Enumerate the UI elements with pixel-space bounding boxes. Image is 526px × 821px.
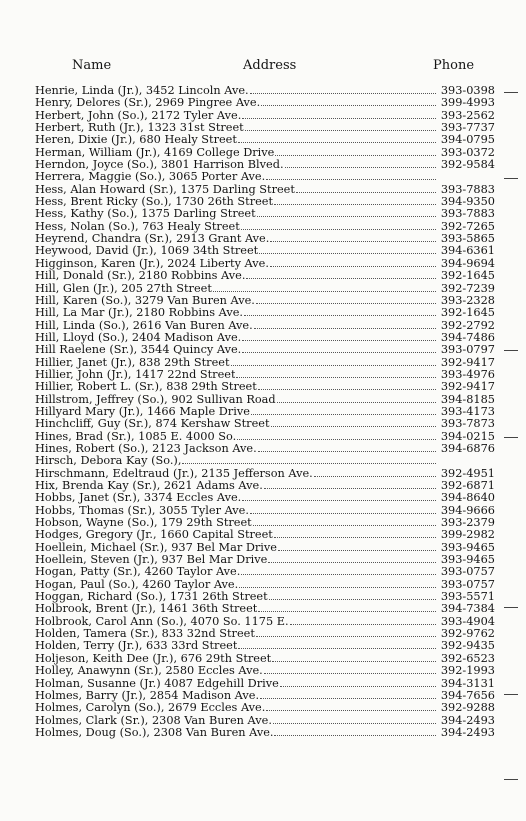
phone-number: 393-7873: [440, 417, 495, 431]
dot-leader: [277, 402, 436, 403]
directory-row: [35, 122, 495, 134]
entry-text: Hines, Robert (So.), 2123 Jackson Ave.: [35, 442, 257, 455]
entry-text: Hobbs, Janet (Sr.), 3374 Eccles Ave.: [35, 492, 242, 505]
phone-number: 392-2792: [440, 318, 495, 332]
entry-text: Higginson, Karen (Jr.), 2024 Liberty Ave.: [35, 257, 269, 270]
phone-number: 392-9762: [440, 627, 495, 641]
phone-number: 394-7384: [440, 602, 495, 616]
phone-number: 392-1645: [440, 269, 495, 283]
entry-text: Hogan, Paul (So.), 4260 Taylor Ave.: [35, 578, 239, 591]
entry-text: Herbert, John (So.), 2172 Tyler Ave.: [35, 109, 242, 122]
directory-row: [35, 715, 495, 727]
entry-text: Hobson, Wayne (So.), 179 29th Street: [35, 517, 252, 530]
phone-number: 394-8185: [440, 392, 495, 406]
entry-text: Holjeson, Keith Dee (Jr.), 676 29th Street: [35, 652, 272, 665]
directory-row: [35, 332, 495, 344]
dot-leader: [274, 735, 436, 736]
phone-number: 393-2379: [440, 516, 495, 530]
entry-text: Holmes, Doug (So.), 2308 Van Buren Ave.: [35, 726, 274, 739]
phone-number: 394-0215: [440, 429, 495, 443]
directory-row: [35, 394, 495, 406]
entry-text: Hodges, Gregory (Jr., 1660 Capital Street: [35, 529, 273, 542]
entry-text: Hix, Brenda Kay (Sr.), 2621 Adams Ave.: [35, 480, 263, 492]
dot-leader: [264, 673, 436, 674]
directory-row: [35, 233, 495, 245]
phone-number: 394-3131: [440, 676, 495, 690]
phone-number: 393-7737: [440, 121, 495, 135]
entry-text: Hill, Linda (So.), 2616 Van Buren Ave.: [35, 319, 253, 332]
directory-row: [35, 134, 495, 146]
directory-row: [35, 579, 495, 591]
dot-leader: [246, 278, 436, 279]
entry-text: Hogan, Patty (Sr.), 4260 Taylor Ave.: [35, 566, 241, 579]
directory-row: [35, 418, 495, 430]
entry-text: Hoellein, Steven (Jr.), 937 Bel Mar Drive: [35, 554, 268, 567]
dot-leader: [268, 562, 436, 563]
entry-text: Holbrook, Carol Ann (So.), 4070 So. 1175 E.: [35, 615, 289, 628]
phone-number: 399-4993: [440, 96, 495, 110]
phone-number: 393-7883: [440, 207, 495, 221]
entry-text: Heywood, David (Jr.), 1069 34th Street: [35, 245, 259, 258]
dot-leader: [242, 340, 436, 341]
directory-row: [35, 628, 495, 640]
phone-number: 392-9288: [440, 701, 495, 715]
entry-text: Hill, La Mar (Jr.), 2180 Robbins Ave.: [35, 307, 244, 320]
phone-number: 394-2493: [440, 725, 495, 739]
phone-number: 394-2493: [440, 713, 495, 727]
directory-row: [35, 591, 495, 603]
entry-text: Holmes, Barry (Jr.), 2854 Madison Ave.: [35, 689, 260, 702]
dot-leader: [296, 192, 436, 193]
phone-number: 393-2562: [440, 108, 495, 122]
entry-text: Herrera, Maggie (So.), 3065 Porter Ave.: [35, 171, 266, 184]
entry-text: Hess, Alan Howard (Sr.), 1375 Darling Street: [35, 183, 295, 196]
directory-row: [35, 653, 495, 665]
directory-row: [35, 542, 495, 554]
dot-leader: [274, 537, 436, 538]
dot-leader: [242, 118, 436, 119]
phone-number: 393-4173: [440, 404, 495, 418]
dot-leader: [270, 241, 436, 242]
dot-leader: [261, 105, 436, 106]
directory-row: [35, 344, 495, 356]
phone-number: 394-8640: [440, 491, 495, 505]
entry-text: Holmes, Carolyn (So.), 2679 Eccles Ave.: [35, 702, 266, 715]
directory-row: [35, 307, 495, 319]
entry-text: Holbrook, Brent (Jr.), 1461 36th Street: [35, 603, 258, 616]
margin-mark: [504, 350, 518, 351]
margin-mark: [504, 92, 518, 93]
directory-row: [35, 221, 495, 233]
directory-row: [35, 505, 495, 517]
entry-text: Hobbs, Thomas (Sr.), 3055 Tyler Ave.: [35, 504, 249, 517]
directory-row: [35, 640, 495, 652]
dot-leader: [258, 451, 436, 452]
entry-text: Holden, Tamera (Sr.), 833 32nd Street: [35, 628, 255, 641]
entry-text: Hillier, John (Jr.), 1417 22nd Street: [35, 368, 236, 381]
directory-row: [35, 443, 495, 455]
directory-row: [35, 110, 495, 122]
dot-leader: [280, 686, 436, 687]
phone-number: 399-2982: [440, 528, 495, 542]
directory-row: [35, 517, 495, 529]
dot-leader: [274, 204, 436, 205]
dot-leader: [272, 661, 436, 662]
directory-row: [35, 431, 495, 443]
phone-number: 393-4904: [440, 614, 495, 628]
entry-text: Hoggan, Richard (So.), 1731 26th Street: [35, 591, 268, 604]
phone-number: 393-0797: [440, 343, 495, 357]
phone-number: 393-2328: [440, 293, 495, 307]
directory-row: [35, 529, 495, 541]
entry-text: Hill Raelene (Sr.), 3544 Quincy Ave.: [35, 344, 242, 357]
dot-leader: [250, 93, 436, 94]
phone-number: 392-4951: [440, 466, 495, 480]
dot-leader: [271, 426, 437, 427]
entry-text: Hillier, Robert L. (Sr.), 838 29th Street: [35, 381, 257, 394]
phone-number: 394-7486: [440, 330, 495, 344]
directory-row: [35, 468, 495, 480]
entry-text: Henrie, Linda (Jr.), 3452 Lincoln Ave.: [35, 85, 249, 97]
directory-row: [35, 690, 495, 702]
dot-leader: [256, 636, 436, 637]
dot-leader: [273, 723, 436, 724]
directory-row: [35, 381, 495, 393]
directory-row: [35, 455, 495, 467]
dot-leader: [314, 476, 436, 477]
dot-leader: [241, 574, 436, 575]
dot-leader: [254, 328, 436, 329]
dot-leader: [236, 377, 436, 378]
dot-leader: [259, 253, 436, 254]
dot-leader: [278, 550, 436, 551]
directory-row: [35, 270, 495, 282]
directory-row: [35, 357, 495, 369]
entry-text: Hess, Kathy (So.), 1375 Darling Street: [35, 208, 256, 221]
directory-row: [35, 159, 495, 171]
entry-text: Hines, Brad (Sr.), 1085 E. 4000 So.: [35, 430, 237, 443]
phone-number: 392-9584: [440, 158, 495, 172]
dot-leader: [237, 439, 436, 440]
margin-mark: [504, 178, 518, 179]
phone-number: 393-0757: [440, 577, 495, 591]
entry-text: Hill, Karen (So.), 3279 Van Buren Ave.: [35, 294, 255, 307]
dot-leader: [241, 229, 436, 230]
directory-row: [35, 678, 495, 690]
entry-text: Hillier, Janet (Jr.), 838 29th Street: [35, 356, 230, 369]
directory-row: [35, 208, 495, 220]
phone-number: 393-4976: [440, 367, 495, 381]
entry-text: Hinchcliff, Guy (Sr.), 874 Kershaw Street: [35, 418, 270, 431]
directory-row: [35, 566, 495, 578]
dot-leader: [257, 216, 436, 217]
entry-text: Herbert, Ruth (Jr.), 1323 31st Street: [35, 122, 244, 135]
entry-text: Herman, William (Jr.), 4169 College Drive: [35, 146, 275, 159]
directory-row: [35, 245, 495, 257]
phone-number: 394-6876: [440, 441, 495, 455]
directory-row: [35, 492, 495, 504]
phone-number: 393-7883: [440, 182, 495, 196]
phone-number: 392-7239: [440, 281, 495, 295]
phone-number: 392-6523: [440, 651, 495, 665]
header-address: Address: [243, 58, 297, 73]
entry-text: Hess, Nolan (So.), 763 Healy Street: [35, 220, 240, 233]
header-phone: Phone: [433, 58, 475, 73]
directory-row: [35, 665, 495, 677]
entry-text: Herndon, Joyce (So.), 3801 Harrison Blved.: [35, 159, 284, 172]
header-name: Name: [72, 58, 112, 73]
entry-text: Holman, Susanne (Jr.) 4087 Edgehill Drive: [35, 677, 279, 690]
directory-row: [35, 184, 495, 196]
directory-row: [35, 97, 495, 109]
dot-leader: [269, 599, 436, 600]
margin-mark: [504, 694, 518, 695]
entry-text: Holden, Terry (Jr.), 633 33rd Street: [35, 640, 238, 653]
phone-number: 393-0372: [440, 145, 495, 159]
directory-row: [35, 283, 495, 295]
dot-leader: [244, 315, 436, 316]
entry-text: Hess, Brent Ricky (So.), 1730 26th Street: [35, 196, 274, 209]
directory-row: [35, 554, 495, 566]
dot-leader: [238, 142, 436, 143]
dot-leader: [231, 365, 437, 366]
entry-text: Hill, Glen (Jr.), 205 27th Street: [35, 282, 212, 295]
directory-row: [35, 295, 495, 307]
directory-row: [35, 147, 495, 159]
entry-text: Heyrend, Chandra (Sr.), 2913 Grant Ave.: [35, 233, 270, 246]
dot-leader: [260, 698, 436, 699]
entry-text: Hillstrom, Jeffrey (So.), 902 Sullivan Road: [35, 393, 276, 406]
margin-mark: [504, 607, 518, 608]
directory-row: [35, 727, 495, 739]
dot-leader: [251, 414, 436, 415]
directory-row: [35, 171, 495, 183]
entry-text: Holmes, Clark (Sr.), 2308 Van Buren Ave.: [35, 714, 272, 727]
directory-row: [35, 406, 495, 418]
phone-number: 392-1645: [440, 306, 495, 320]
phone-number: 394-7656: [440, 688, 495, 702]
phone-number: 394-9666: [440, 503, 495, 517]
entry-text: Hill, Donald (Sr.), 2180 Robbins Ave.: [35, 270, 246, 283]
dot-leader: [213, 291, 436, 292]
entry-text: Henry, Delores (Sr.), 2969 Pingree Ave.: [35, 97, 261, 110]
column-header: [0, 58, 526, 78]
phone-number: 393-0757: [440, 565, 495, 579]
phone-number: 394-9350: [440, 195, 495, 209]
phone-number: 393-0398: [440, 84, 495, 97]
dot-leader: [253, 525, 436, 526]
phone-number: 392-7265: [440, 219, 495, 233]
dot-leader: [182, 463, 436, 464]
phone-number: 393-9465: [440, 540, 495, 554]
dot-leader: [266, 179, 436, 180]
dot-leader: [242, 500, 436, 501]
entry-text: Heren, Dixie (Jr.), 680 Healy Street: [35, 134, 237, 147]
dot-leader: [258, 389, 436, 390]
dot-leader: [242, 352, 436, 353]
phone-number: 392-9417: [440, 380, 495, 394]
dot-leader: [266, 710, 436, 711]
directory-row: [35, 320, 495, 332]
margin-mark: [504, 779, 518, 780]
phone-number: 392-9417: [440, 355, 495, 369]
dot-leader: [239, 587, 436, 588]
phone-number: 394-0795: [440, 133, 495, 147]
phone-number: 393-5571: [440, 590, 495, 604]
entry-text: Hirschmann, Edeltraud (Jr.), 2135 Jefferson Ave.: [35, 467, 313, 480]
directory-row: [35, 196, 495, 208]
dot-leader: [256, 303, 436, 304]
entry-text: Hirsch, Debora Kay (So.),: [35, 455, 182, 468]
margin-mark: [504, 437, 518, 438]
directory-row: [35, 702, 495, 714]
phone-number: 394-6361: [440, 244, 495, 258]
directory-row: [35, 603, 495, 615]
directory-list: [35, 85, 495, 739]
dot-leader: [290, 624, 436, 625]
dot-leader: [250, 513, 436, 514]
phone-number: 394-9694: [440, 256, 495, 270]
directory-row: [35, 85, 495, 97]
dot-leader: [264, 488, 436, 489]
dot-leader: [258, 611, 436, 612]
dot-leader: [285, 167, 436, 168]
phone-number: 393-9465: [440, 553, 495, 567]
phone-number: 392-9435: [440, 639, 495, 653]
directory-row: [35, 258, 495, 270]
phone-number: 392-6871: [440, 479, 495, 492]
directory-row: [35, 369, 495, 381]
phone-number: 393-5865: [440, 232, 495, 246]
directory-row: [35, 616, 495, 628]
entry-text: Hill, Lloyd (So.), 2404 Madison Ave.: [35, 331, 242, 344]
dot-leader: [270, 266, 436, 267]
dot-leader: [245, 130, 436, 131]
phone-number: 392-1993: [440, 664, 495, 678]
entry-text: Hoellein, Michael (Sr.), 937 Bel Mar Drive: [35, 541, 277, 554]
dot-leader: [238, 648, 436, 649]
dot-leader: [275, 155, 436, 156]
directory-row: [35, 480, 495, 492]
entry-text: Hillyard Mary (Jr.), 1466 Maple Drive: [35, 405, 250, 418]
entry-text: Holley, Anawynn (Sr.), 2580 Eccles Ave.: [35, 665, 263, 678]
